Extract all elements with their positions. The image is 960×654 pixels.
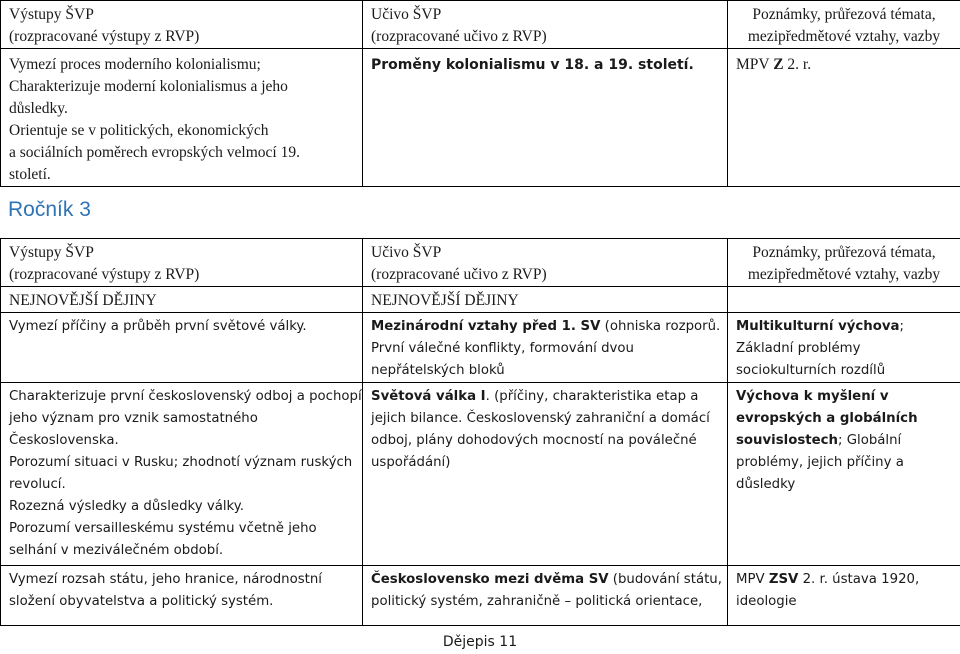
notes-prefix: MPV xyxy=(736,56,774,73)
outputs-cell xyxy=(1,49,363,187)
output-line: a sociálních poměrech evropských velmocí 19. xyxy=(9,144,300,161)
cross-curricular-theme: Výchova k myšlení v evropských a globálních souvislostech xyxy=(736,389,918,448)
header-line: Poznámky, průřezová témata, xyxy=(752,6,936,23)
section-label: NEJNOVĚJŠÍ DĚJINY xyxy=(371,292,519,309)
notes-subject: Z xyxy=(773,56,784,73)
notes-detail: 2. r. ústava 1920, ideologie xyxy=(736,572,920,609)
output-line: Porozumí versailleskému systému včetně jeho selhání v meziválečném období. xyxy=(9,521,317,558)
notes-detail: ; Globální problémy, jejich příčiny a důsledky xyxy=(736,433,904,492)
header-line: (rozpracované učivo z RVP) xyxy=(371,266,547,283)
notes-cell xyxy=(728,313,960,383)
notes-prefix: MPV xyxy=(736,572,769,587)
curriculum-text: Proměny kolonialismu v 18. a 19. století. xyxy=(371,57,694,73)
top-curriculum-table xyxy=(0,0,960,187)
outputs-cell xyxy=(1,313,363,383)
header-notes xyxy=(728,239,960,287)
curriculum-topic: Mezinárodní vztahy před 1. SV xyxy=(371,319,601,334)
header-curriculum xyxy=(363,1,728,49)
header-line: Poznámky, průřezová témata, xyxy=(752,244,936,261)
curriculum-cell xyxy=(363,383,728,566)
grade3-curriculum-table xyxy=(0,238,960,626)
notes-suffix: 2. r. xyxy=(783,56,812,73)
output-line: Charakterizuje první československý odboj a pochopí jeho význam pro vznik samostatného Československa. xyxy=(9,389,362,448)
header-outputs xyxy=(1,1,363,49)
curriculum-cell xyxy=(363,313,728,383)
curriculum-detail: (budování státu, politický systém, zahraničně – politická orientace, xyxy=(371,572,722,609)
header-line: Učivo ŠVP xyxy=(371,6,442,23)
curriculum-cell xyxy=(363,49,728,187)
header-notes xyxy=(728,1,960,49)
notes-cell xyxy=(728,383,960,566)
header-line: (rozpracované výstupy z RVP) xyxy=(9,28,200,45)
output-line: Vymezí příčiny a průběh první světové války. xyxy=(9,319,307,334)
output-line: Porozumí situaci v Rusku; zhodnotí význam ruských revolucí. xyxy=(9,455,353,492)
section-label-notes xyxy=(728,287,960,313)
cross-curricular-theme: Multikulturní výchova xyxy=(736,319,900,334)
grade-heading: Ročník 3 xyxy=(8,198,91,221)
section-label-curriculum xyxy=(363,287,728,313)
header-line: mezipředmětové vztahy, vazby xyxy=(747,266,941,283)
output-line: Vymezí proces moderního kolonialismu; xyxy=(9,56,261,73)
header-outputs xyxy=(1,239,363,287)
notes-cell xyxy=(728,566,960,626)
page-footer: Dějepis 11 xyxy=(442,634,518,650)
outputs-cell xyxy=(1,383,363,566)
header-curriculum xyxy=(363,239,728,287)
section-label-outputs xyxy=(1,287,363,313)
curriculum-detail: (ohniska rozporů. První válečné konflikty, formování dvou nepřátelských bloků xyxy=(371,319,721,378)
notes-detail: ; Základní problémy sociokulturních rozdílů xyxy=(736,319,905,378)
curriculum-topic: Světová válka I xyxy=(371,389,486,404)
header-line: mezipředmětové vztahy, vazby xyxy=(747,28,941,45)
output-line: Rozezná výsledky a důsledky války. xyxy=(9,499,244,514)
curriculum-detail: . (příčiny, charakteristika etap a jejich bilance. Československý zahraniční a domácí odboj, plány dohodových mocností na poválečné uspořádání) xyxy=(371,389,710,470)
header-line: Výstupy ŠVP xyxy=(9,244,94,261)
notes-subject: ZSV xyxy=(768,572,799,587)
curriculum-topic: Československo mezi dvěma SV xyxy=(371,572,609,587)
notes-cell xyxy=(728,49,960,187)
header-line: Výstupy ŠVP xyxy=(9,6,94,23)
output-line: Orientuje se v politických, ekonomických xyxy=(9,122,269,139)
output-line: důsledky. xyxy=(9,100,68,117)
section-label: NEJNOVĚJŠÍ DĚJINY xyxy=(9,292,157,309)
output-line: století. xyxy=(9,166,51,183)
header-line: (rozpracované učivo z RVP) xyxy=(371,28,547,45)
output-line: Vymezí rozsah státu, jeho hranice, národnostní složení obyvatelstva a politický systém. xyxy=(9,572,322,609)
header-line: Učivo ŠVP xyxy=(371,244,442,261)
curriculum-cell xyxy=(363,566,728,626)
outputs-cell xyxy=(1,566,363,626)
output-line: Charakterizuje moderní kolonialismus a jeho xyxy=(9,78,288,95)
header-line: (rozpracované výstupy z RVP) xyxy=(9,266,200,283)
